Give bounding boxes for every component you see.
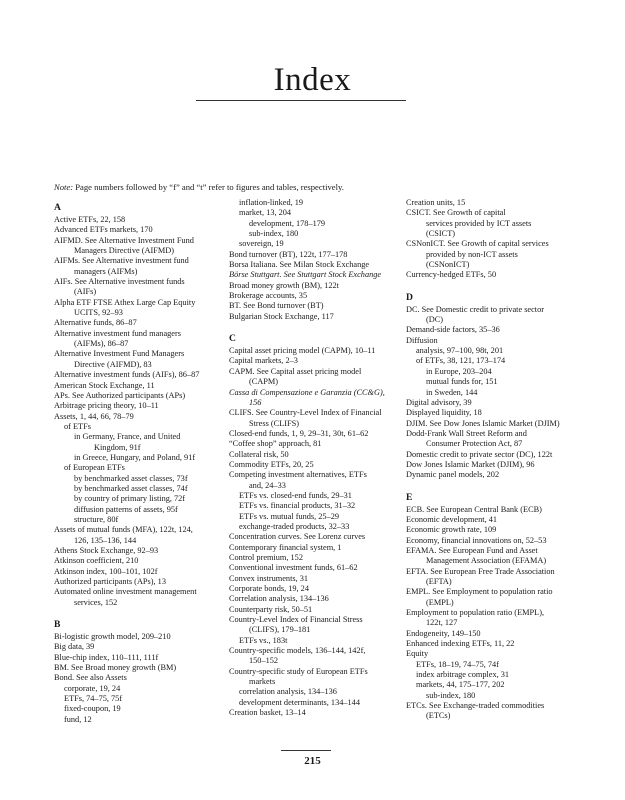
index-entry: Digital advisory, 39 (406, 397, 472, 407)
index-subentry: correlation analysis, 134–136 (239, 687, 337, 697)
index-entry: Bi-logistic growth model, 209–210 (54, 632, 171, 642)
index-entry: AIFMs. See Alternative investment fund (54, 256, 189, 266)
index-entry-continuation: Kingdom, 91f (94, 442, 141, 452)
index-entry: Convex instruments, 31 (229, 573, 309, 583)
index-subentry: fixed-coupon, 19 (64, 704, 121, 714)
index-subentry: development, 178–179 (249, 218, 326, 228)
index-column-2 (229, 198, 399, 719)
index-entry: Currency-hedged ETFs, 50 (406, 270, 497, 280)
index-entry: Economic development, 41 (406, 514, 498, 524)
index-subentry: ETFs vs. financial products, 31–32 (239, 501, 356, 511)
index-entry: Arbitrage pricing theory, 10–11 (54, 401, 159, 411)
index-entry: EFAMA. See European Fund and Asset (406, 545, 538, 555)
footer-rule (281, 750, 331, 751)
index-entry: AIFs. See Alternative investment funds (54, 277, 185, 287)
index-entry: Creation basket, 13–14 (229, 708, 306, 718)
index-subentry: of European ETFs (64, 463, 125, 473)
index-subentry: of ETFs (64, 421, 91, 431)
index-entry-continuation: Managers Directive (AIFMD) (74, 246, 174, 256)
index-subentry: analysis, 97–100, 98t, 201 (416, 346, 504, 356)
index-entry: Concentration curves. See Lorenz curves (229, 532, 366, 542)
index-entry: Bond. See also Assets (54, 673, 127, 683)
index-subentry: markets, 44, 175–177, 202 (416, 680, 505, 690)
index-entry-continuation: services, 152 (74, 597, 118, 607)
index-entry: Active ETFs, 22, 158 (54, 215, 126, 224)
index-entry-continuation: 122t, 127 (426, 618, 458, 628)
index-entry: Alpha ETF FTSE Athex Large Cap Equity (54, 297, 196, 307)
note-label: Note: (54, 182, 74, 192)
index-subentry: ETFs vs., 183t (239, 635, 288, 645)
index-entry: CLIFS. See Country-Level Index of Financial (229, 408, 382, 418)
index-entry-continuation: (CLIFS), 179–181 (249, 625, 311, 635)
index-entry: CSICT. See Growth of capital (406, 208, 506, 218)
index-subentry: ETFs vs. mutual funds, 25–29 (239, 511, 340, 521)
index-entry-continuation: 156 (249, 397, 262, 407)
index-entry: Displayed liquidity, 18 (406, 408, 482, 418)
index-entry-continuation: Consumer Protection Act, 87 (426, 439, 523, 449)
index-subentry: index arbitrage complex, 31 (416, 670, 510, 680)
index-entry: Closed-end funds, 1, 9, 29–31, 30t, 61–62 (229, 428, 369, 438)
index-entry-continuation: (EMPL) (426, 597, 454, 607)
index-subentry: mutual funds for, 151 (426, 377, 498, 387)
note-text: Page numbers followed by “f” and “t” refer to figures and tables, respectively. (73, 182, 344, 192)
index-entry: DC. See Domestic credit to private sector (406, 304, 545, 314)
index-entry: Dow Jones Islamic Market (DJIM), 96 (406, 459, 535, 469)
index-subentry: sub-index, 180 (426, 690, 476, 700)
index-entry: Economy, financial innovations on, 52–53 (406, 535, 547, 545)
index-entry: Alternative Investment Fund Managers (54, 349, 185, 359)
index-subentry: fund, 12 (64, 714, 92, 724)
index-entry-continuation: Management Association (EFAMA) (426, 556, 547, 566)
index-section-heading: A (54, 202, 61, 213)
index-entry: Atkinson index, 100–101, 102f (54, 566, 158, 576)
index-entry: Alternative funds, 86–87 (54, 318, 137, 328)
index-entry: Cassa di Compensazione e Garanzia (CC&G), (229, 387, 385, 397)
index-section-heading: B (54, 619, 61, 631)
index-entry: Brokerage accounts, 35 (229, 291, 308, 301)
index-subentry: in Greece, Hungary, and Poland, 91f (74, 452, 196, 462)
index-entry: Börse Stuttgart. See Stuttgart Stock Exchange (229, 270, 382, 280)
index-entry-continuation: managers (AIFMs) (74, 266, 138, 276)
index-entry: Bond turnover (BT), 122t, 177–178 (229, 249, 348, 259)
index-entry: Capital markets, 2–3 (229, 356, 298, 366)
index-subentry: in Europe, 203–204 (426, 366, 492, 376)
index-subentry: structure, 80f (74, 514, 119, 524)
index-entry: Advanced ETFs markets, 170 (54, 225, 153, 235)
index-entry: EMPL. See Employment to population ratio (406, 587, 553, 597)
index-entry: Athens Stock Exchange, 92–93 (54, 546, 159, 555)
index-entry-continuation: (AIFMs), 86–87 (74, 339, 129, 349)
index-entry: Employment to population ratio (EMPL), (406, 608, 545, 618)
index-entry: Corporate bonds, 19, 24 (229, 584, 309, 594)
index-entry: Economic growth rate, 109 (406, 525, 497, 535)
index-entry-continuation: 150–152 (249, 656, 279, 666)
index-section-heading: E (406, 491, 413, 503)
index-subentry: sovereign, 19 (239, 239, 284, 249)
index-entry: Alternative investment fund managers (54, 328, 181, 338)
index-subentry: development determinants, 134–144 (239, 697, 360, 707)
index-entry-continuation: (CAPM) (249, 377, 279, 387)
index-entry: Demand-side factors, 35–36 (406, 325, 500, 335)
index-entry-continuation: services provided by ICT assets (426, 218, 532, 228)
index-section-heading: C (229, 333, 236, 345)
index-entry: Enhanced indexing ETFs, 11, 22 (406, 639, 515, 649)
index-entry: Alternative investment funds (AIFs), 86–87 (54, 370, 200, 380)
index-entry: Atkinson coefficient, 210 (54, 556, 139, 566)
index-entry-continuation: Directive (AIFMD), 83 (74, 359, 152, 369)
index-subentry: corporate, 19, 24 (64, 683, 121, 693)
index-entry: Bulgarian Stock Exchange, 117 (229, 311, 334, 321)
index-entry: BM. See Broad money growth (BM) (54, 663, 177, 673)
index-entry: Control premium, 152 (229, 553, 303, 562)
index-entry: Country-specific study of European ETFs (229, 666, 368, 676)
index-entry: American Stock Exchange, 11 (54, 380, 155, 390)
index-entry: Country-specific models, 136–144, 142f, (229, 646, 366, 656)
index-entry: Conventional investment funds, 61–62 (229, 563, 358, 573)
index-entry: Big data, 39 (54, 642, 95, 652)
index-entry: AIFMD. See Alternative Investment Fund (54, 235, 194, 245)
index-subentry: by benchmarked asset classes, 73f (74, 473, 188, 483)
index-entry: Equity (406, 649, 429, 659)
index-section-heading: D (406, 291, 413, 303)
index-subentry: by benchmarked asset classes, 74f (74, 483, 188, 493)
index-subentry: in Germany, France, and United (74, 432, 181, 442)
index-entry: Country-Level Index of Financial Stress (229, 615, 363, 625)
index-entry-continuation: provided by non-ICT assets (426, 249, 518, 259)
index-entry-continuation: (CSNonICT) (426, 260, 470, 270)
index-column-1 (54, 198, 224, 725)
index-entry: DJIM. See Dow Jones Islamic Market (DJIM) (406, 418, 560, 428)
index-entry: Diffusion (406, 335, 438, 345)
index-subentry: market, 13, 204 (239, 208, 292, 218)
index-subentry: ETFs, 18–19, 74–75, 74f (416, 659, 499, 669)
index-entry-continuation: markets (249, 677, 276, 687)
index-entry: Domestic credit to private sector (DC), 122t (406, 449, 553, 459)
index-entry: CSNonICT. See Growth of capital services (406, 239, 549, 249)
index-subentry: exchange-traded products, 32–33 (239, 521, 350, 531)
index-subentry: of ETFs, 38, 121, 173–174 (416, 356, 506, 366)
title-rule (196, 100, 406, 101)
index-entry: EFTA. See European Free Trade Association (406, 566, 555, 576)
index-entry: Authorized participants (APs), 13 (54, 577, 166, 587)
index-entry: Borsa Italiana. See Milan Stock Exchange (229, 260, 370, 270)
page-title: Index (273, 62, 352, 98)
index-entry-continuation: (ETCs) (426, 711, 451, 721)
page-number: 215 (304, 755, 321, 767)
index-entry: Competing investment alternatives, ETFs (229, 470, 367, 480)
index-note (54, 182, 344, 192)
index-subentry: inflation-linked, 19 (239, 198, 304, 207)
index-entry: APs. See Authorized participants (APs) (54, 390, 186, 400)
index-entry-continuation: (EFTA) (426, 577, 452, 586)
index-entry: Commodity ETFs, 20, 25 (229, 459, 314, 469)
index-entry: Broad money growth (BM), 122t (229, 280, 339, 290)
index-entry: CAPM. See Capital asset pricing model (229, 366, 362, 376)
index-entry: Capital asset pricing model (CAPM), 10–11 (229, 346, 376, 356)
index-entry: Assets of mutual funds (MFA), 122t, 124, (54, 525, 193, 535)
index-entry-continuation: Stress (CLIFS) (249, 418, 300, 428)
index-entry: Dynamic panel models, 202 (406, 470, 500, 480)
index-entry: Blue-chip index, 110–111, 111f (54, 652, 159, 662)
index-entry-continuation: and, 24–33 (249, 480, 286, 490)
index-entry-continuation: UCITS, 92–93 (74, 308, 123, 318)
index-entry: Correlation analysis, 134–136 (229, 594, 329, 604)
index-subentry: ETFs vs. closed-end funds, 29–31 (239, 490, 352, 500)
index-entry: ECB. See European Central Bank (ECB) (406, 504, 542, 514)
index-entry: Counterparty risk, 50–51 (229, 604, 313, 614)
index-subentry: by country of primary listing, 72f (74, 494, 186, 504)
index-entry: “Coffee shop” approach, 81 (229, 439, 322, 449)
index-entry-continuation: (DC) (426, 315, 444, 325)
index-entry: Assets, 1, 44, 66, 78–79 (54, 411, 134, 421)
index-entry-continuation: (AIFs) (74, 287, 97, 297)
index-entry: Contemporary financial system, 1 (229, 542, 342, 552)
index-entry: Endogeneity, 149–150 (406, 628, 481, 638)
index-entry: Creation units, 15 (406, 198, 466, 207)
index-entry: Automated online investment management (54, 587, 197, 597)
index-column-3 (406, 198, 581, 722)
index-entry-continuation: 126, 135–136, 144 (74, 535, 137, 545)
index-entry: BT. See Bond turnover (BT) (229, 301, 324, 311)
index-subentry: diffusion patterns of assets, 95f (74, 504, 178, 514)
index-subentry: in Sweden, 144 (426, 387, 478, 397)
index-subentry: ETFs, 74–75, 75f (64, 694, 123, 704)
index-entry: Collateral risk, 50 (229, 449, 289, 459)
index-entry: Dodd-Frank Wall Street Reform and (406, 428, 527, 438)
index-entry: ETCs. See Exchange-traded commodities (406, 701, 545, 711)
index-subentry: sub-index, 180 (249, 229, 299, 239)
index-entry-continuation: (CSICT) (426, 229, 456, 239)
